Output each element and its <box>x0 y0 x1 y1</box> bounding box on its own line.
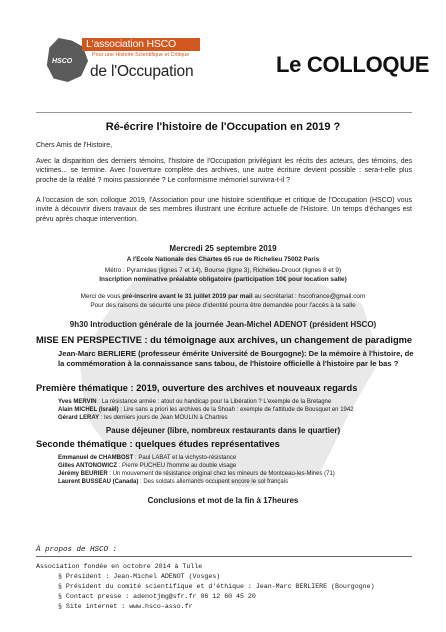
security-note: Pour des raisons de sécurité une pièce d'identité pourra être demandée pour l'accès à la salle <box>90 302 356 309</box>
greeting: Chers Amis de l'Histoire, <box>36 142 113 149</box>
conclusion-line: Conclusions et mot de la fin à 17heures <box>147 496 299 505</box>
apropos-line-president: § Président : Jean-Michel ADENOT (Vosges) <box>58 573 221 580</box>
section-mise-en-perspective: MISE EN PERSPECTIVE : du témoignage aux archives, un changement de paradigme <box>36 335 413 345</box>
france-map-watermark <box>80 252 380 487</box>
talk-item: Emmanuel de CHAMBOST : Paul LABAT et la vichysto-résistance <box>58 455 237 461</box>
logo-subtitle: Pour une Histoire Scientifique et Critique <box>92 52 190 58</box>
logo-band-text: L'association HSCO <box>86 38 177 50</box>
event-inscription: Inscription nominative préalable obligatoire (participation 10€ pour location salle) <box>99 276 347 283</box>
section-seconde-thematique: Seconde thématique : quelques études représentatives <box>36 439 280 449</box>
apropos-divider <box>36 556 412 557</box>
colloque-heading: Le COLLOQUE <box>276 52 430 77</box>
apropos-heading: À propos de HSCO : <box>36 546 118 554</box>
event-metro: Métro : Pyramides (lignes 7 et 14), Bourse (ligne 3), Richelieu-Drouot (lignes 8 et 9) <box>104 267 342 274</box>
apropos-line-website[interactable]: § Site internet : www.hsco-asso.fr <box>58 603 193 610</box>
talk-item: Alain MICHEL (Israël) : Lire sans a priori les archives de la Shoah : exemple de l'attitude de Bousquet en 1942 <box>58 407 354 413</box>
page-title: Ré-écrire l'histoire de l'Occupation en 2019 ? <box>105 121 341 133</box>
logo-map-text: HSCO <box>52 58 73 65</box>
introduction-line: 9h30 Introduction générale de la journée Jean-Michel ADENOT (président HSCO) <box>69 320 377 329</box>
talk-item: Gilles ANTONOWICZ : Pierre PUCHEU l'homme au double visage <box>58 463 237 469</box>
secretariat-email[interactable]: au secrétariat : hscofrance@gmail.com <box>252 293 366 300</box>
header-divider <box>36 112 412 113</box>
apropos-line-comite: § Président du comité scientifique et d'éthique : Jean-Marc BERLIERE (Bourgogne) <box>58 583 375 590</box>
logo-name: de l'Occupation <box>90 63 194 80</box>
event-venue: A l'Ecole Nationale des Chartes 65 rue de Richelieu 75002 Paris <box>126 256 320 263</box>
talk-item: Laurent BUSSEAU (Canada) : Des soldats allemands occupent encore le sol français <box>58 479 289 485</box>
apropos-line-contact[interactable]: § Contact presse : adenotjmg@sfr.fr 06 12 60 45 20 <box>58 593 256 600</box>
intro-paragraph-2: A l'occasion de son colloque 2019, l'Association pour une histoire scientifique et critique de l'Occupation (HSCO) vous invite à découvrir divers travaux de ses membres illustrant une écriture actuelle de l'Histoire. Un temps d'échanges est prévu après chaque intervention. <box>36 197 412 223</box>
event-date: Mercredi 25 septembre 2019 <box>169 244 277 253</box>
berliere-talk: Jean-Marc BERLIERE (professeur émérite Université de Bourgogne): De la mémoire à l'histoire, de la commémoration à la connaissance sans tabou, de l'histoire officielle à l'histoire par le bas ? <box>58 349 414 368</box>
intro-paragraph-1: Avec la disparition des derniers témoins, l'histoire de l'Occupation privilégiant les récits des acteurs, des témoins, des victimes... se termine. Avec l'ouverture complète des archives, une autre écriture devient possible : sera-t-elle plus proche de la réalité ? moins passionnée ? Le conformisme mémoriel survivra-t-il ? <box>36 158 412 184</box>
apropos-line-founded: Association fondée en octobre 2014 à Tulle <box>36 563 203 570</box>
pause-dejeuner: Pause déjeuner (libre, nombreux restaurants dans le quartier) <box>105 426 341 435</box>
talk-item: Jérémy BEURIER : Un mouvement de résistance original chez les mineurs de Montceau-les-Mines (71) <box>58 471 335 477</box>
section-premiere-thematique: Première thématique : 2019, ouverture des archives et nouveaux regards <box>36 383 358 393</box>
talk-item: Gérard LERAY : les derniers jours de Jean MOULIN à Chartres <box>58 415 228 421</box>
preinscription-note: Merci de vous pré-inscrire avant le 31 juillet 2019 par mail au secrétariat : hscofrance@gmail.com <box>80 293 366 300</box>
talk-item: Yves MERVIN : La résistance armée : atout ou handicap pour la Libération ? L'exemple de la Bretagne <box>58 399 332 405</box>
